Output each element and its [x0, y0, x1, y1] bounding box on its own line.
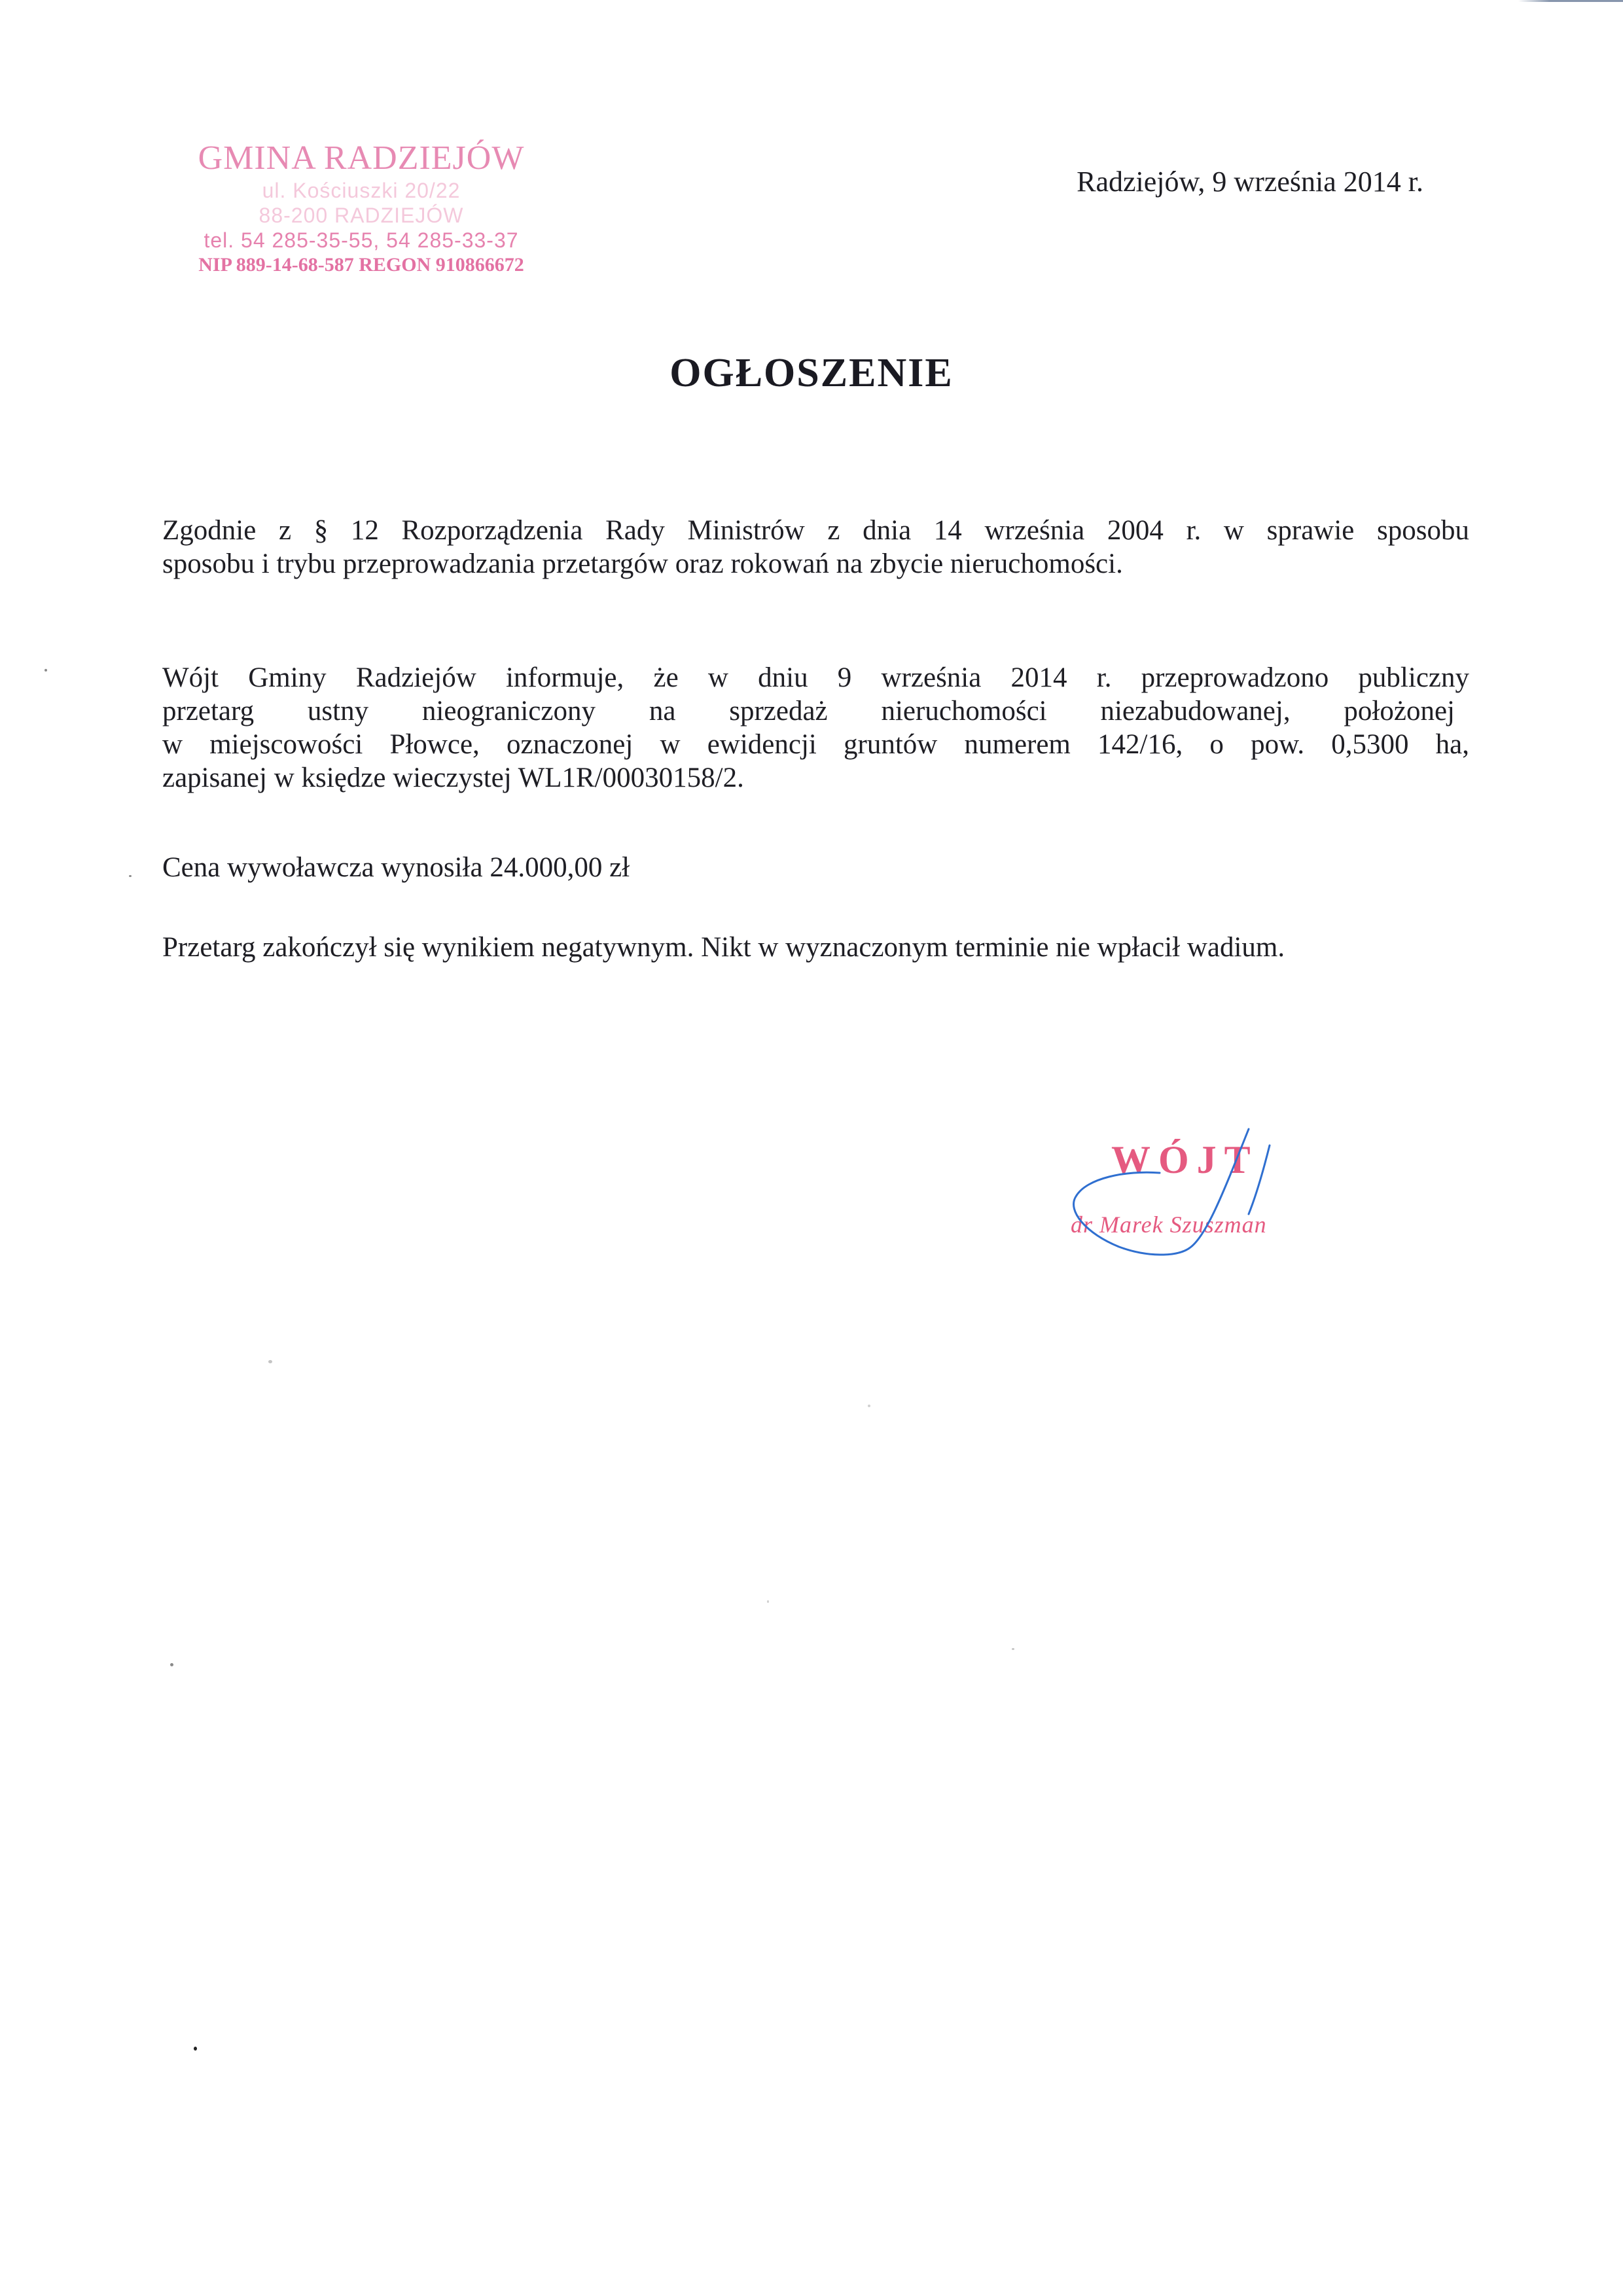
result-paragraph	[162, 931, 1469, 964]
stamp-phone: tel. 54 285-35-55, 54 285-33-37	[204, 228, 519, 252]
scan-speck	[45, 669, 47, 672]
signature-block	[1047, 1113, 1335, 1270]
result-line: Przetarg zakończył się wynikiem negatywnym. Nikt w wyznaczonym terminie nie wpłacił wadium.	[162, 932, 1285, 963]
stamp-street: ul. Kościuszki 20/22	[262, 179, 461, 202]
paragraph-line: przetarg ustny nieograniczony na sprzedaż nieruchomości niezabudowanej, położonej	[162, 696, 1455, 726]
paragraph-line: Wójt Gminy Radziejów informuje, że w dniu 9 września 2014 r. przeprowadzono publiczny	[162, 662, 1469, 693]
paragraph-line: w miejscowości Płowce, oznaczonej w ewidencji gruntów numerem 142/16, o pow. 0,5300 ha,	[162, 729, 1469, 760]
paragraph-line: zapisanej w księdze wieczystej WL1R/00030158/2.	[162, 762, 744, 793]
price-paragraph	[162, 851, 1469, 884]
date-line: Radziejów, 9 września 2014 r.	[1077, 166, 1423, 198]
scan-speck	[1012, 1648, 1014, 1650]
paragraph-line: Zgodnie z § 12 Rozporządzenia Rady Ministrów z dnia 14 września 2004 r. w sprawie sposobu	[162, 515, 1469, 546]
stamp-postal: 88-200 RADZIEJÓW	[259, 204, 464, 227]
legal-basis-paragraph	[162, 514, 1469, 581]
signature-stamp-title: WÓJT	[1111, 1138, 1258, 1181]
scan-speck	[868, 1405, 870, 1407]
scan-speck	[170, 1663, 173, 1666]
document-title: OGŁOSZENIE	[669, 351, 954, 395]
scan-speck	[268, 1360, 272, 1363]
price-line: Cena wywoławcza wynosiła 24.000,00 zł	[162, 852, 630, 883]
announcement-paragraph	[162, 661, 1469, 795]
scan-speck	[767, 1600, 769, 1603]
scan-edge-line	[1518, 0, 1623, 2]
scan-speck	[129, 875, 132, 877]
signature-stamp-name: dr Marek Szuszman	[1071, 1211, 1267, 1238]
handwritten-signature	[1047, 1113, 1335, 1270]
stamp-ids: NIP 889-14-68-587 REGON 910866672	[198, 254, 524, 276]
municipality-stamp	[171, 139, 551, 278]
paragraph-line: sposobu i trybu przeprowadzania przetargów oraz rokowań na zbycie nieruchomości.	[162, 548, 1123, 579]
stamp-name: GMINA RADZIEJÓW	[198, 139, 525, 177]
scan-speck	[194, 2047, 197, 2051]
